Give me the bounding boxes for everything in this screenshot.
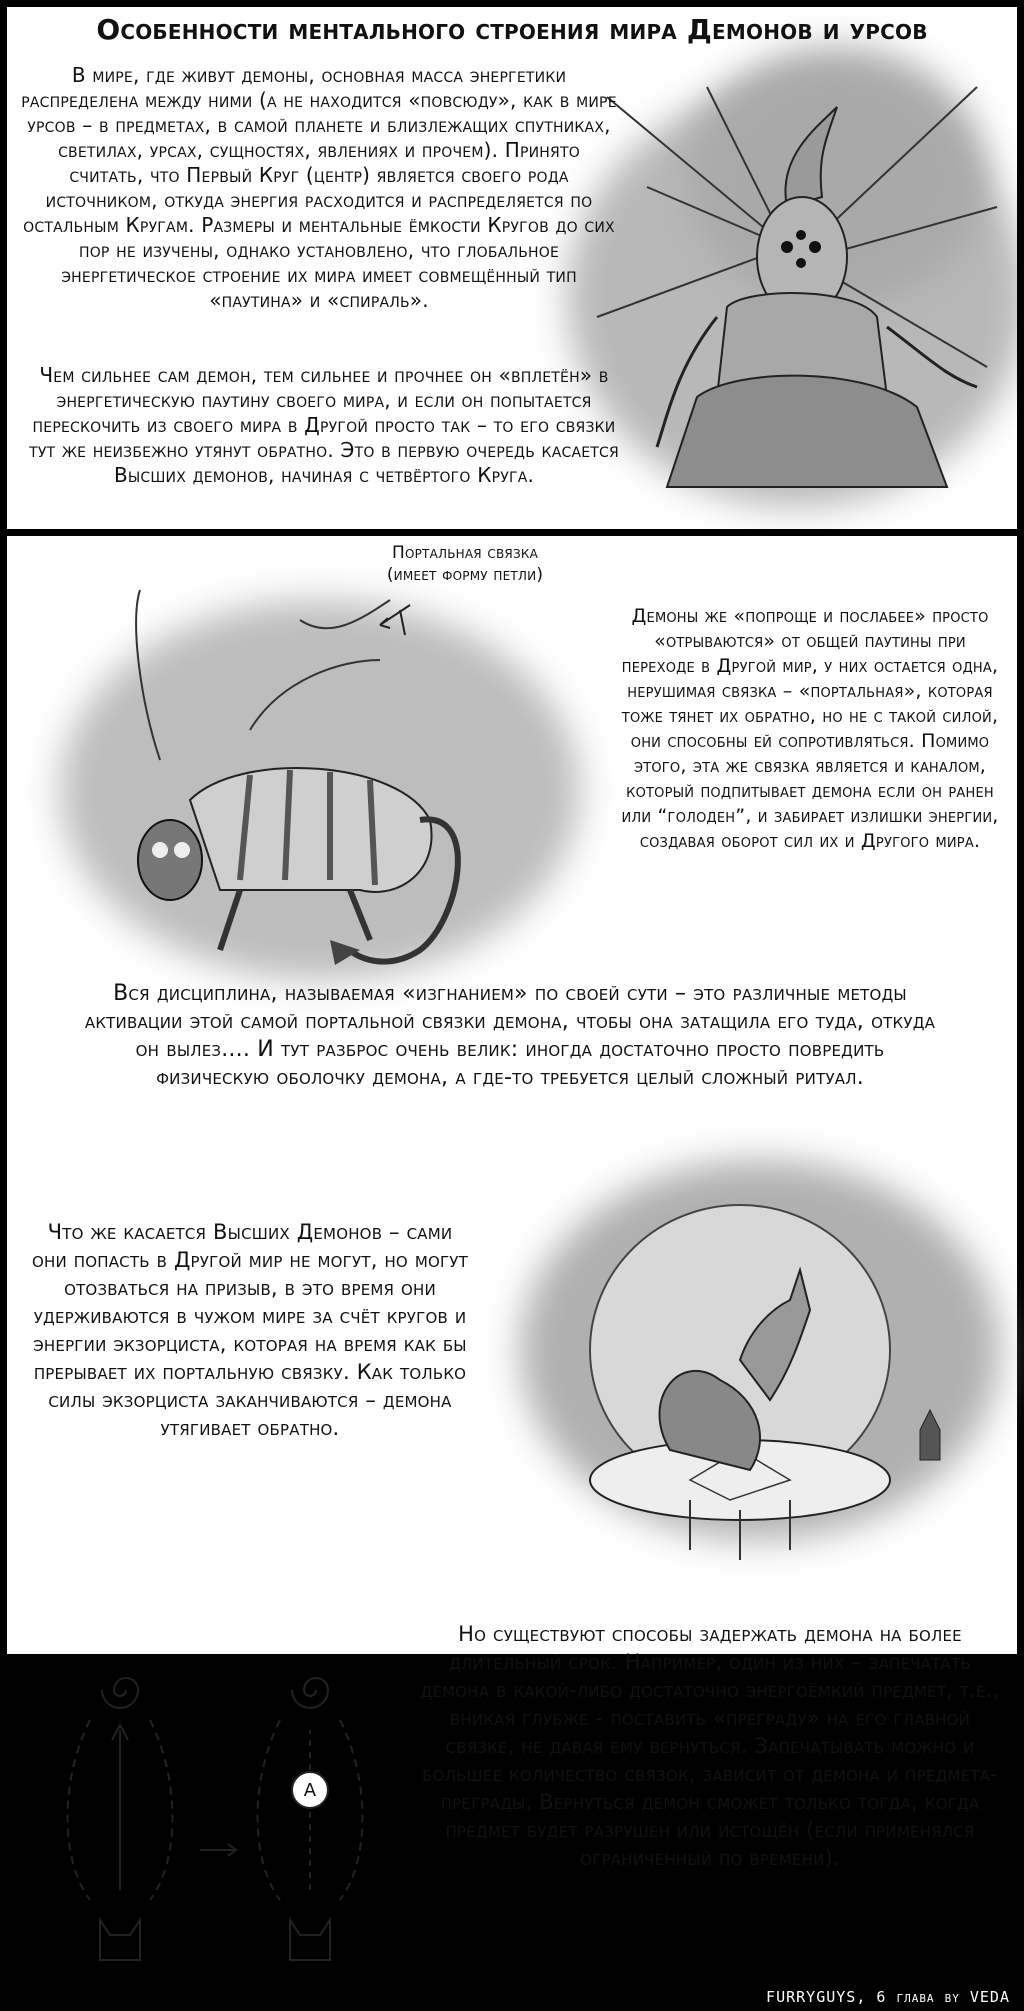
- page-title: Особенности ментального строения мира Демонов и урсов: [96, 13, 928, 46]
- exile-paragraph: Вся дисциплина, называемая «изгнанием» по своей сути – это различные методы активации этой самой портальной связки демона, чтобы она затащила его туда, откуда он вылез.... И тут разброс очень велик: иногда достаточно просто повредить физическую оболочку демона, а где-то требуется целый сложный ритуал.: [84, 981, 936, 1090]
- higher-demons-paragraph: Что же касается Высших Демонов – сами они попасть в Другой мир не могут, но могут отозваться на призыв, в это время они удерживаются в чужом мире за счёт кругов и энергии экзорциста, которая на время как бы прерывает их портальную связку. Как только силы экзорциста заканчиваются – демона утягивает обратно.: [31, 1220, 469, 1440]
- credit-caption: FURRYGUYS, 6 глава by VEDA: [766, 1988, 1010, 2006]
- panel-mental-structure: [7, 7, 1017, 529]
- seal-diagram: [60, 1640, 390, 1970]
- sealing-paragraph: Но существуют способы задержать демона на более длительный срок. Например, один из них – запечатать демона в какой-либо достаточно энергоёмкий предмет, т.е., вникая глубже - поставить «преграду» на его главной связке, не давая ему вернуться. Запечатывать можно и большее количество связок, зависит от демона и предмета-преграды. Вернуться демон сможет только тогда, когда предмет будет разрушен или истощён (если применялся ограниченный по времени).: [420, 1622, 1000, 1870]
- portal-bond-paragraph: Демоны же «попроще и послабее» просто «отрываются» от общей паутины при переходе в Другой мир, у них остается одна, нерушимая связка – «портальная», которая тоже тянет их обратно, но не с такой силой, они способны ей сопротивляться. Помимо этого, эта же связка является и каналом, который подпитывает демона если он ранен или “голоден”, и забирает излишки энергии, создавая оборот сил их и Другого мира.: [621, 605, 999, 852]
- striped-demon-illustration: [100, 560, 600, 980]
- portal-bond-label: Портальная связка (имеет форму петли): [386, 543, 544, 585]
- seal-letter: А: [303, 1780, 317, 1801]
- intro-paragraph: В мире, где живут демоны, основная масса энергетики распределена между ними (а не находится «повсюду», как в мире урсов – в предметах, в самой планете и близлежащих спутниках, светилах, урсах, сущностях, явлениях и прочем). Принято считать, что Первый Круг (центр) является своего рода источником, откуда энергия расходится и распределяется по остальным Кругам. Размеры и ментальные ёмкости Кругов до сих пор не изучены, однако установлено, что глобальное энергетическое строение их мира имеет совмещённый тип «паутина» и «спираль».: [21, 63, 617, 312]
- summoning-circle-illustration: [540, 1200, 1000, 1560]
- arrow-icon: [360, 600, 420, 640]
- strength-paragraph: Чем сильнее сам демон, тем сильнее и прочнее он «вплетён» в энергетическую паутину своего мира, и если он попытается перескочить из своего мира в Другой просто так – то его связки тут же неизбежно утянут обратно. Это в первую очередь касается Высших демонов, начиная с четвёртого Круга.: [29, 363, 619, 487]
- demon-web-illustration: [587, 67, 1007, 527]
